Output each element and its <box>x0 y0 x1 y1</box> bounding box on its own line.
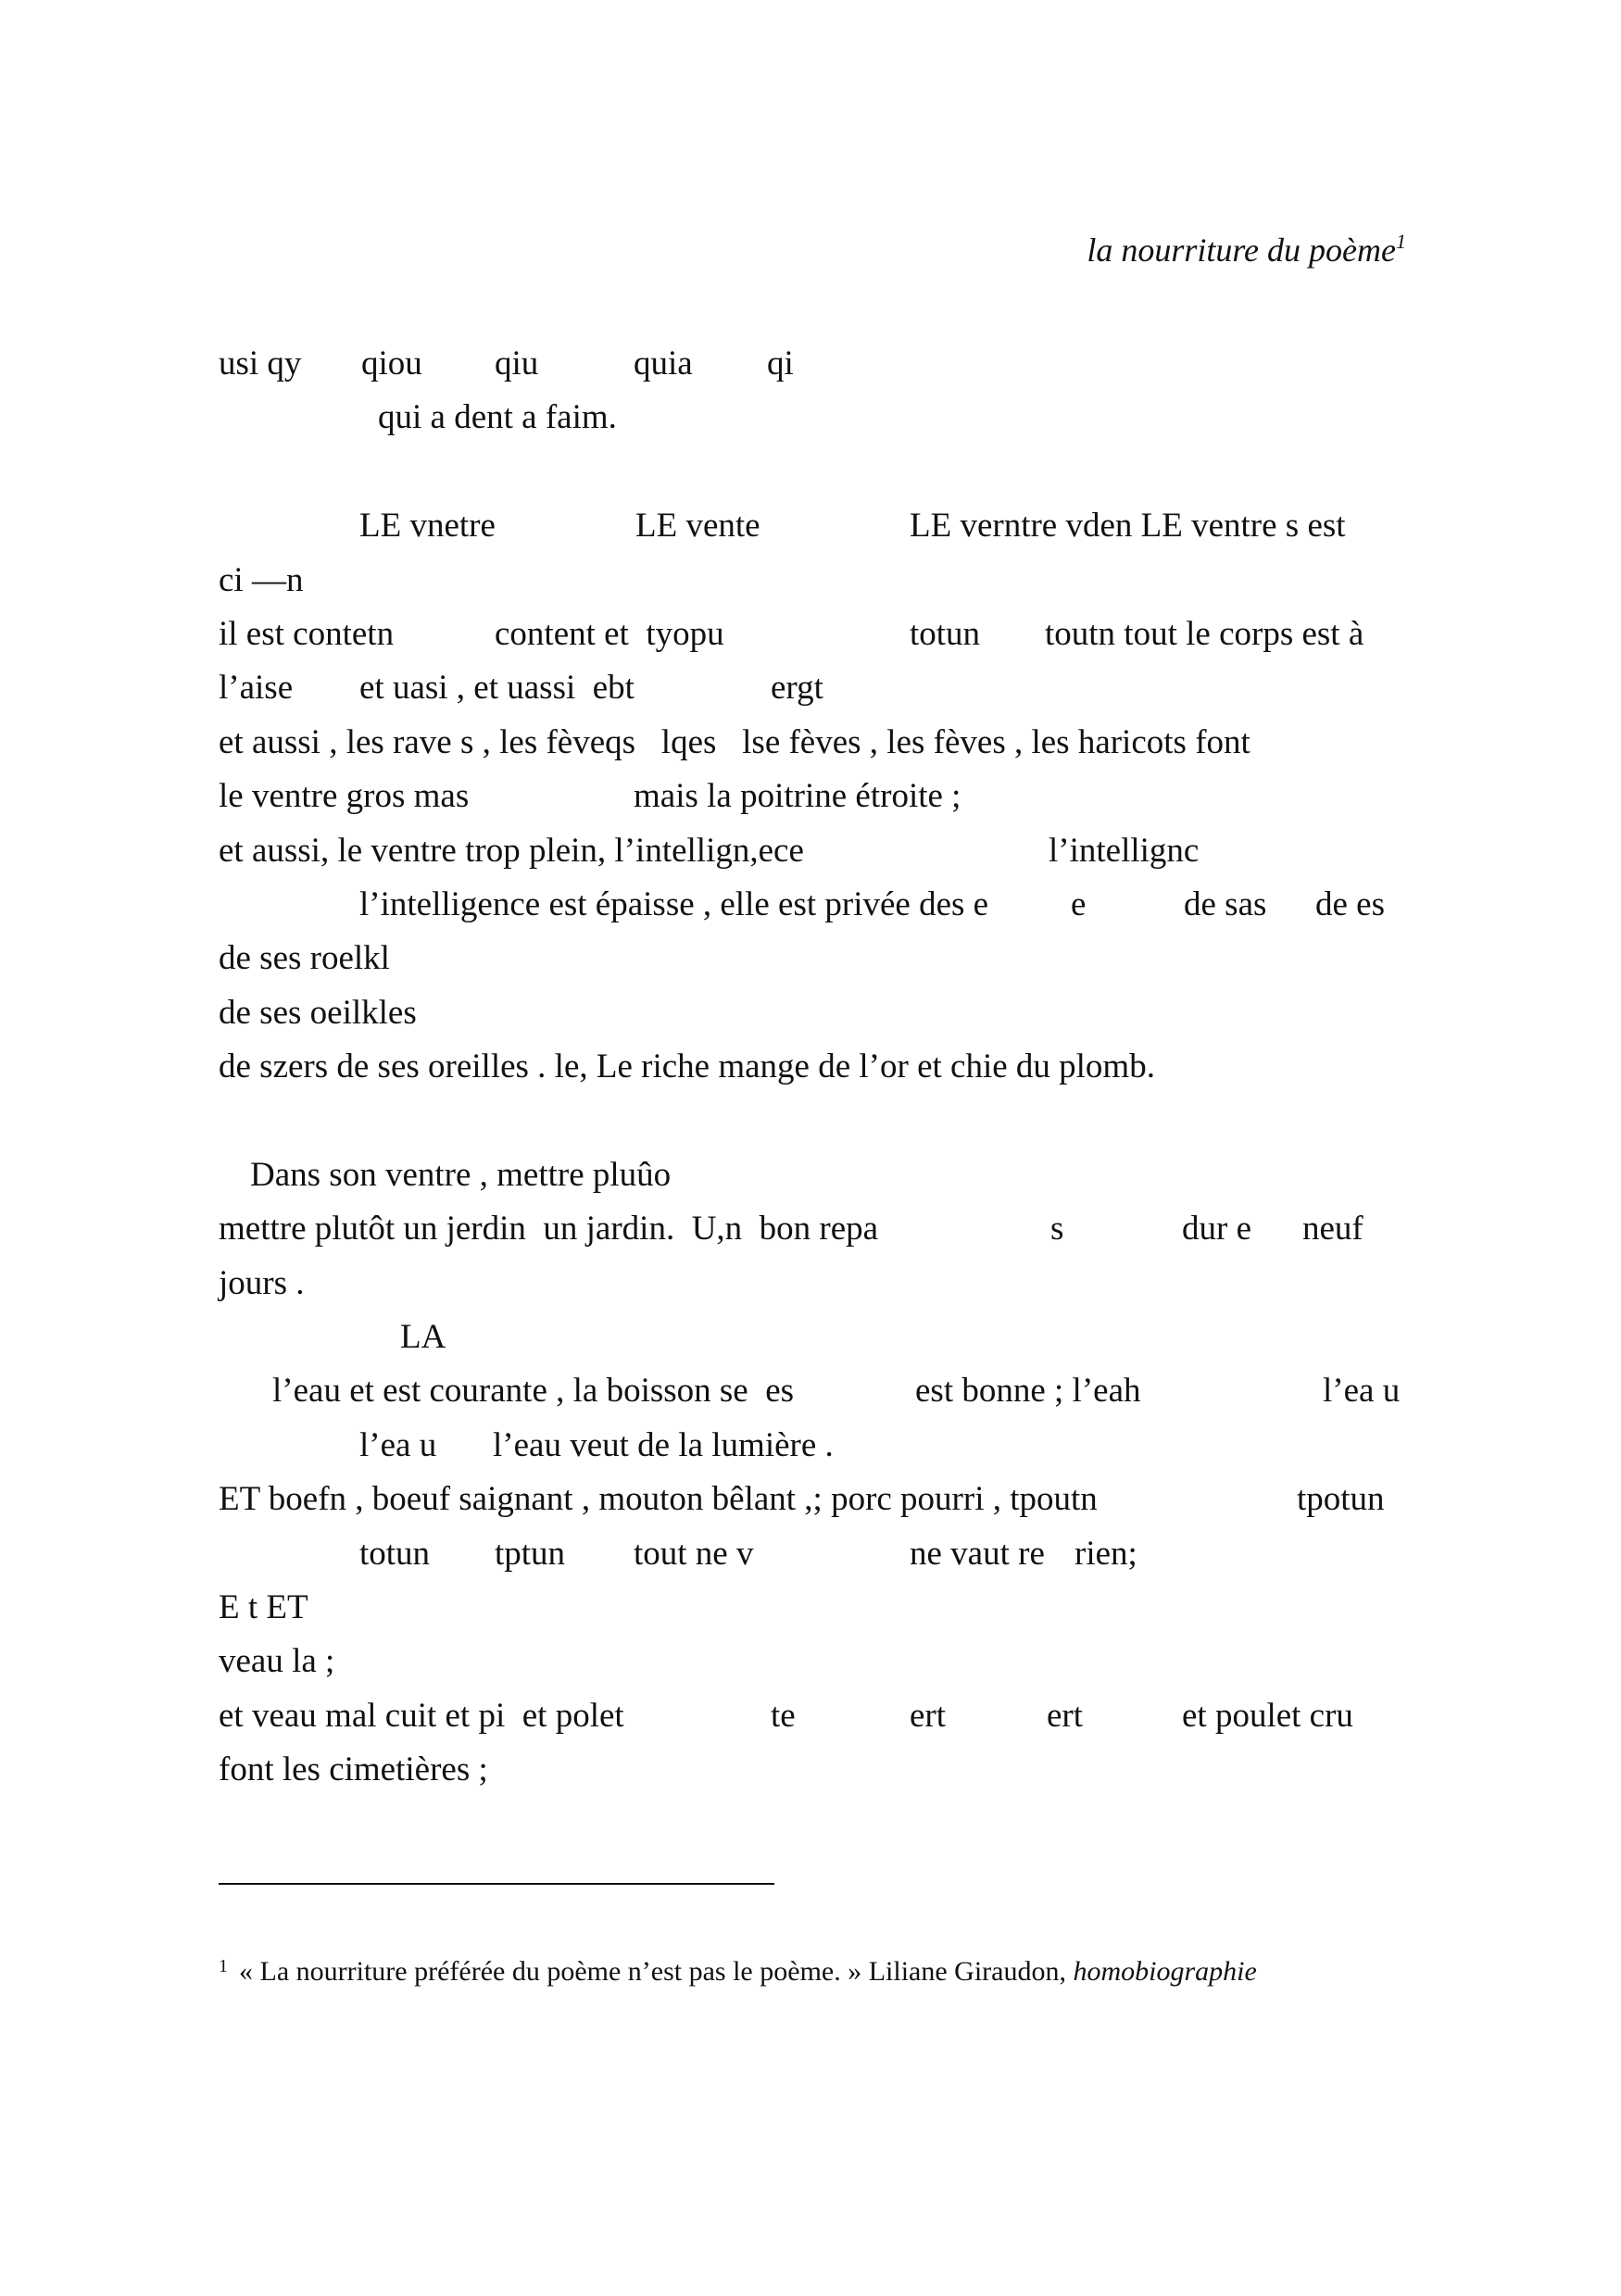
poem-line <box>219 1527 1423 1581</box>
poem-line-segment: LA <box>400 1318 446 1357</box>
title-text: la nourriture du poème <box>1087 232 1396 269</box>
poem-line-segment: ert <box>910 1696 947 1735</box>
poem-line-segment: jours . <box>219 1263 305 1302</box>
poem-line-segment: de es <box>1315 885 1385 923</box>
poem-line-segment: l’eau veut de la lumière . <box>493 1425 834 1464</box>
poem-line <box>219 1473 1423 1526</box>
poem-line-segment: totun <box>359 1534 431 1573</box>
poem-line-segment: LE vente <box>635 507 760 546</box>
poem-line-segment: mais la poitrine étroite ; <box>634 777 961 816</box>
stanza-break <box>219 445 1423 499</box>
poem-line-segment: LE verntre vden LE ventre s est <box>910 507 1346 546</box>
poem-line-segment: et poulet cru <box>1182 1696 1353 1735</box>
poem-line <box>219 391 1423 445</box>
poem-line <box>219 1635 1423 1688</box>
poem-line <box>219 1148 1423 1202</box>
poem-line <box>219 1689 1423 1743</box>
poem-line-segment: tptun <box>495 1534 566 1573</box>
poem-line-segment: de szers de ses oreilles . le, Le riche mange de l’or et chie du plomb. <box>219 1048 1155 1086</box>
poem-line-segment: l’intellignc <box>1049 831 1200 870</box>
poem-line-segment: et uasi , et uassi ebt <box>359 669 635 708</box>
poem-line-segment: de ses oeilkles <box>219 993 417 1032</box>
poem-line-segment: et aussi, le ventre trop plein, l’intellign,ece <box>219 831 804 870</box>
poem-line <box>219 1311 1423 1364</box>
poem-line-segment: qui a dent a faim. <box>378 398 617 437</box>
poem-line-segment: ET boefn , boeuf saignant , mouton bêlant ,; porc pourri , tpoutn <box>219 1480 1098 1519</box>
poem-line-segment: est bonne ; l’eah <box>915 1372 1141 1411</box>
poem-line-segment: qiou <box>361 345 422 383</box>
poem-line <box>219 1040 1423 1094</box>
poem-line <box>219 716 1423 770</box>
poem-line-segment: de ses roelkl <box>219 939 390 978</box>
poem-line-segment: e <box>1071 885 1087 923</box>
footnote-reference: 1 <box>1396 230 1406 253</box>
poem-line-segment: ci —n <box>219 560 304 599</box>
page-title <box>1087 230 1406 270</box>
poem-line-segment: l’eau et est courante , la boisson se es <box>272 1372 795 1411</box>
poem-body <box>219 337 1423 1798</box>
poem-line-segment: et veau mal cuit et pi et polet <box>219 1696 624 1735</box>
poem-line-segment: qi <box>767 345 794 383</box>
poem-line-segment: totun <box>910 614 981 653</box>
poem-line <box>219 986 1423 1040</box>
poem-line-segment: usi qy <box>219 345 302 383</box>
poem-line <box>219 499 1423 553</box>
poem-line <box>219 1743 1423 1797</box>
poem-line <box>219 1364 1423 1418</box>
poem-line <box>219 1202 1423 1256</box>
poem-line-segment: l’ea u <box>359 1425 437 1464</box>
poem-line-segment: de sas <box>1184 885 1267 923</box>
footnote-book-title: homobiographie <box>1073 1956 1257 1987</box>
poem-line-segment: Dans son ventre , mettre pluûo <box>250 1155 672 1194</box>
poem-line <box>219 932 1423 985</box>
footnote <box>219 1956 1257 1988</box>
poem-line <box>219 661 1423 715</box>
poem-line-segment: veau la ; <box>219 1642 335 1681</box>
poem-line-segment: quia <box>634 345 693 383</box>
poem-line <box>219 770 1423 823</box>
stanza-break <box>219 1094 1423 1148</box>
poem-line <box>219 337 1423 391</box>
poem-line <box>219 608 1423 661</box>
poem-line <box>219 824 1423 878</box>
poem-line-segment: font les cimetières ; <box>219 1750 488 1789</box>
poem-line-segment: l’aise <box>219 669 294 708</box>
poem-line-segment: dur e <box>1182 1210 1251 1248</box>
poem-line-segment: toutn tout le corps est à <box>1045 614 1364 653</box>
poem-line <box>219 1581 1423 1635</box>
footnote-separator <box>219 1883 774 1885</box>
poem-line-segment: ert <box>1047 1696 1084 1735</box>
poem-line-segment: tpotun <box>1297 1480 1385 1519</box>
poem-line-segment: l’intelligence est épaisse , elle est privée des e <box>359 885 989 923</box>
poem-line-segment: E t ET <box>219 1587 308 1626</box>
poem-line-segment: LE vnetre <box>359 507 496 546</box>
poem-line-segment: te <box>771 1696 796 1735</box>
poem-line-segment: et aussi , les rave s , les fèveqs lqes lse fèves , les fèves , les haricots font <box>219 722 1250 761</box>
poem-line <box>219 878 1423 932</box>
poem-line-segment: tout ne v <box>634 1534 754 1573</box>
poem-line-segment: l’ea u <box>1323 1372 1401 1411</box>
footnote-marker: 1 <box>219 1956 228 1976</box>
poem-line-segment: ne vaut re <box>910 1534 1045 1573</box>
poem-line <box>219 1257 1423 1311</box>
poem-line-segment: il est contetn <box>219 614 395 653</box>
poem-line-segment: content et tyopu <box>495 614 724 653</box>
poem-line <box>219 1419 1423 1473</box>
poem-line-segment: mettre plutôt un jerdin un jardin. U,n bon repa <box>219 1210 879 1248</box>
footnote-text: « La nourriture préférée du poème n’est pas le poème. » Liliane Giraudon, <box>239 1956 1074 1987</box>
poem-line-segment: s <box>1050 1210 1064 1248</box>
poem-line <box>219 554 1423 608</box>
poem-line-segment: qiu <box>495 345 539 383</box>
poem-line-segment: rien; <box>1074 1534 1137 1573</box>
poem-line-segment: neuf <box>1302 1210 1363 1248</box>
poem-line-segment: le ventre gros mas <box>219 777 470 816</box>
poem-line-segment: ergt <box>771 669 823 708</box>
